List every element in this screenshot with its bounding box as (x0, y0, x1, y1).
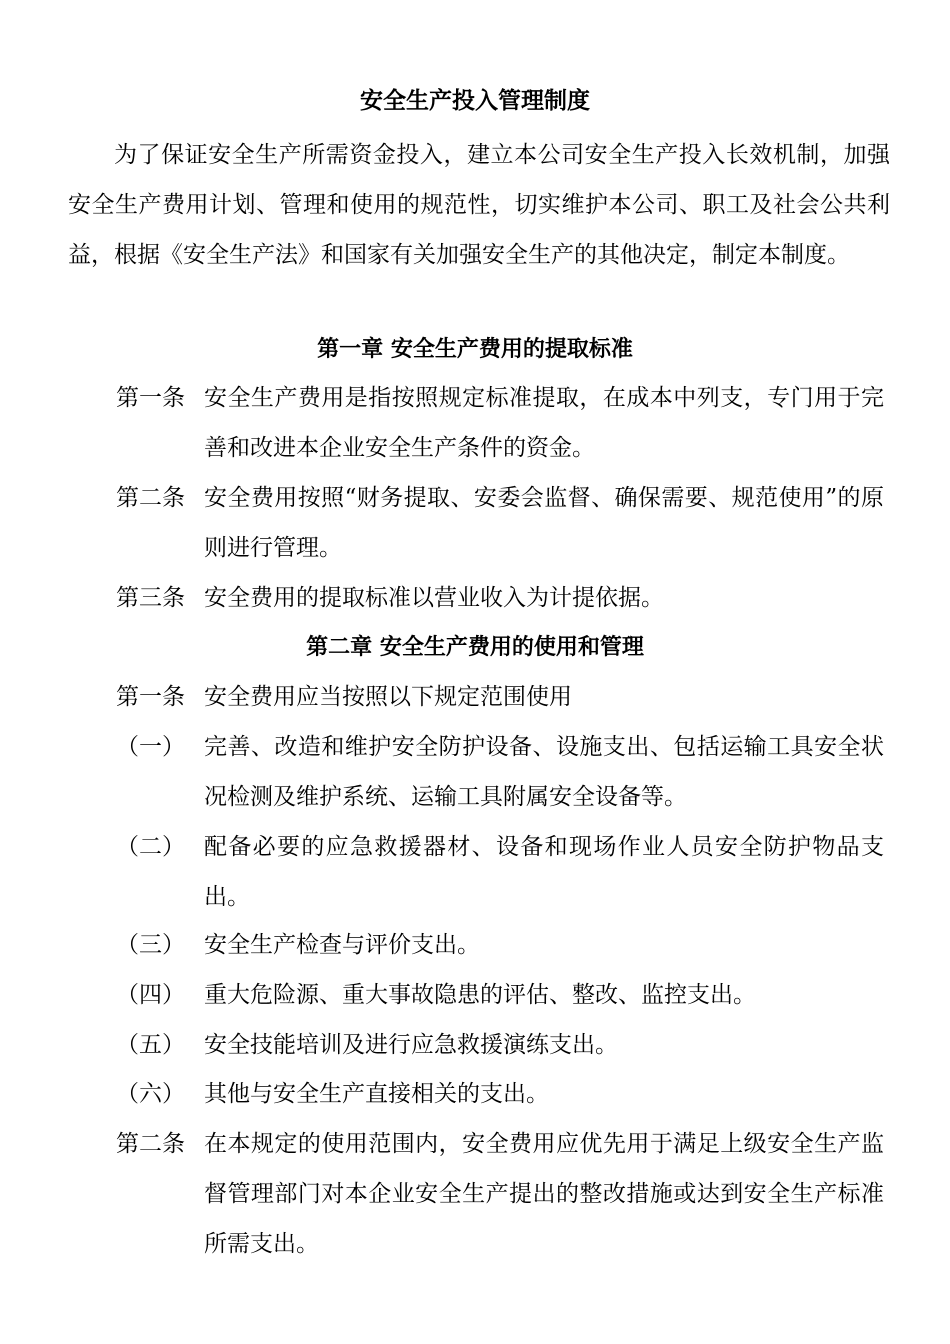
list-item-text: 安全生产检查与评价支出。 (204, 932, 480, 958)
article-text: 安全费用的提取标准以营业收入为计提依据。 (204, 585, 664, 611)
list-item-text: 重大危险源、重大事故隐患的评估、整改、监控支出。 (204, 982, 756, 1008)
article-label: 第三条 (116, 585, 185, 611)
list-item-label: （六） (116, 1081, 185, 1107)
article-label: 第二条 (116, 1131, 185, 1157)
chapter-1-heading: 第一章 安全生产费用的提取标准 (317, 337, 633, 362)
intro-paragraph: 为了保证安全生产所需资金投入，建立本公司安全生产投入长效机制，加强安全生产费用计划、管理和使用的规范性，切实维护本公司、职工及社会公共利益，根据《安全生产法》和国家有关加强安全生产的其他决定，制定本制度。 (68, 142, 890, 268)
article-label: 第一条 (116, 684, 185, 710)
document-title: 安全生产投入管理制度 (360, 88, 590, 114)
list-item-text: 完善、改造和维护安全防护设备、设施支出、包括运输工具安全状况检测及维护系统、运输工具附属安全设备等。 (204, 734, 884, 810)
list-item-label: （一） (116, 734, 185, 760)
chapter-2-heading: 第二章 安全生产费用的使用和管理 (306, 635, 644, 660)
list-item-text: 配备必要的应急救援器材、设备和现场作业人员安全防护物品支出。 (204, 834, 884, 910)
article-text: 安全费用按照“财务提取、安委会监督、确保需要、规范使用”的原则进行管理。 (204, 485, 884, 561)
list-item-label: （二） (116, 834, 185, 860)
article-label: 第一条 (116, 385, 185, 411)
list-item-label: （五） (116, 1032, 185, 1058)
list-item-label: （四） (116, 982, 185, 1008)
list-item-text: 安全技能培训及进行应急救援演练支出。 (204, 1032, 618, 1058)
article-text: 安全费用应当按照以下规定范围使用 (204, 684, 572, 710)
article-label: 第二条 (116, 485, 185, 511)
article-text: 在本规定的使用范围内，安全费用应优先用于满足上级安全生产监督管理部门对本企业安全生产提出的整改措施或达到安全生产标准所需支出。 (204, 1131, 884, 1257)
article-text: 安全生产费用是指按照规定标准提取，在成本中列支，专门用于完善和改进本企业安全生产条件的资金。 (204, 385, 884, 461)
list-item-label: （三） (116, 932, 185, 958)
list-item-text: 其他与安全生产直接相关的支出。 (204, 1081, 549, 1107)
